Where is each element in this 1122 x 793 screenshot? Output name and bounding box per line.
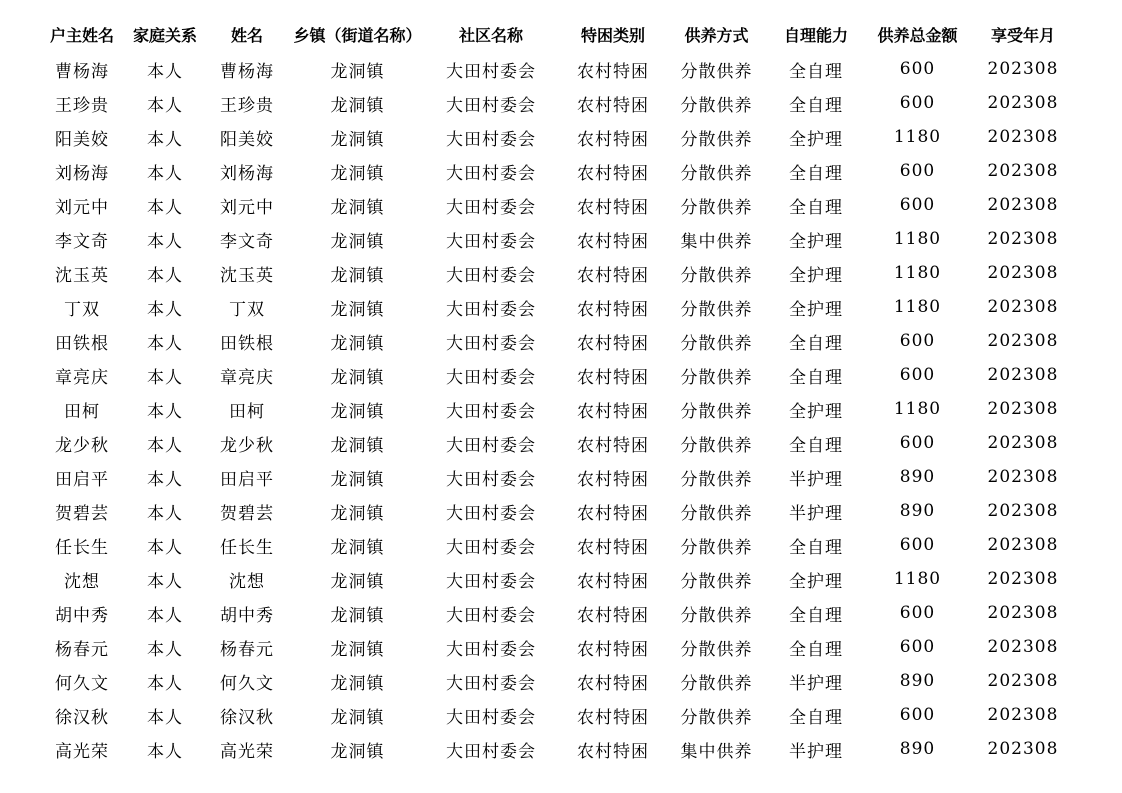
table-cell: 本人 bbox=[147, 367, 183, 388]
table-cell: 分散供养 bbox=[680, 95, 753, 116]
table-cell: 半护理 bbox=[789, 503, 843, 524]
table-cell: 全护理 bbox=[789, 265, 843, 286]
welfare-recipient-table bbox=[36, 16, 1077, 766]
table-cell: 农村特困 bbox=[577, 265, 649, 286]
table-cell: 本人 bbox=[147, 231, 183, 252]
table-cell: 202308 bbox=[987, 535, 1059, 555]
table-cell: 全自理 bbox=[789, 639, 843, 660]
table-cell: 龙洞镇 bbox=[330, 639, 385, 660]
table-row bbox=[36, 86, 1077, 120]
table-cell: 胡中秀 bbox=[55, 605, 109, 626]
table-cell: 农村特困 bbox=[577, 639, 649, 660]
table-cell: 分散供养 bbox=[680, 639, 753, 660]
table-cell: 本人 bbox=[147, 333, 183, 354]
table-cell: 田铁根 bbox=[55, 333, 109, 354]
table-cell: 刘杨海 bbox=[220, 163, 274, 184]
table-cell: 龙洞镇 bbox=[330, 605, 385, 626]
column-header-10: 享受年月 bbox=[990, 27, 1055, 45]
table-cell: 分散供养 bbox=[680, 605, 753, 626]
table-row bbox=[36, 664, 1077, 698]
table-cell: 李文奇 bbox=[55, 231, 109, 252]
table-cell: 全自理 bbox=[789, 61, 843, 82]
table-cell: 农村特困 bbox=[577, 129, 649, 150]
table-cell: 龙洞镇 bbox=[330, 469, 385, 490]
table-cell: 本人 bbox=[147, 401, 183, 422]
table-cell: 全自理 bbox=[789, 707, 843, 728]
table-cell: 大田村委会 bbox=[446, 197, 536, 218]
table-cell: 分散供养 bbox=[680, 163, 753, 184]
table-cell: 600 bbox=[899, 705, 936, 725]
table-row bbox=[36, 494, 1077, 528]
column-header-2: 家庭关系 bbox=[132, 27, 197, 45]
table-cell: 龙洞镇 bbox=[330, 707, 385, 728]
table-cell: 202308 bbox=[987, 399, 1059, 419]
table-cell: 农村特困 bbox=[577, 333, 649, 354]
table-cell: 本人 bbox=[147, 197, 183, 218]
table-cell: 龙洞镇 bbox=[330, 673, 385, 694]
table-cell: 农村特困 bbox=[577, 673, 649, 694]
table-cell: 农村特困 bbox=[577, 707, 649, 728]
table-cell: 全自理 bbox=[789, 367, 843, 388]
table-row bbox=[36, 732, 1077, 766]
table-cell: 202308 bbox=[987, 195, 1059, 215]
table-cell: 大田村委会 bbox=[446, 61, 536, 82]
table-cell: 全自理 bbox=[789, 95, 843, 116]
table-cell: 全护理 bbox=[789, 231, 843, 252]
table-cell: 分散供养 bbox=[680, 197, 753, 218]
table-cell: 大田村委会 bbox=[446, 537, 536, 558]
table-row bbox=[36, 630, 1077, 664]
table-cell: 600 bbox=[899, 433, 936, 453]
table-cell: 1180 bbox=[893, 127, 942, 147]
table-cell: 李文奇 bbox=[220, 231, 274, 252]
table-cell: 贺碧芸 bbox=[220, 503, 274, 524]
table-row bbox=[36, 120, 1077, 154]
table-cell: 本人 bbox=[147, 707, 183, 728]
column-header-3: 姓名 bbox=[230, 27, 263, 45]
table-cell: 龙洞镇 bbox=[330, 95, 385, 116]
table-cell: 刘元中 bbox=[55, 197, 109, 218]
table-cell: 沈想 bbox=[64, 571, 100, 592]
table-row bbox=[36, 562, 1077, 596]
table-cell: 全自理 bbox=[789, 537, 843, 558]
table-cell: 202308 bbox=[987, 603, 1059, 623]
table-cell: 田铁根 bbox=[220, 333, 274, 354]
table-cell: 202308 bbox=[987, 637, 1059, 657]
table-cell: 202308 bbox=[987, 739, 1059, 759]
table-cell: 龙洞镇 bbox=[330, 401, 385, 422]
table-cell: 600 bbox=[899, 365, 936, 385]
table-cell: 大田村委会 bbox=[446, 265, 536, 286]
table-cell: 890 bbox=[899, 671, 936, 691]
table-cell: 田启平 bbox=[220, 469, 274, 490]
column-header-4: 乡镇（街道名称） bbox=[293, 27, 422, 45]
table-cell: 阳美姣 bbox=[55, 129, 109, 150]
table-cell: 王珍贵 bbox=[220, 95, 274, 116]
table-cell: 大田村委会 bbox=[446, 469, 536, 490]
table-cell: 龙少秋 bbox=[220, 435, 274, 456]
table-cell: 202308 bbox=[987, 365, 1059, 385]
table-cell: 全护理 bbox=[789, 129, 843, 150]
table-row bbox=[36, 290, 1077, 324]
table-cell: 半护理 bbox=[789, 673, 843, 694]
table-row bbox=[36, 392, 1077, 426]
table-cell: 龙洞镇 bbox=[330, 163, 385, 184]
table-cell: 全自理 bbox=[789, 333, 843, 354]
table-cell: 大田村委会 bbox=[446, 129, 536, 150]
table-cell: 全自理 bbox=[789, 163, 843, 184]
table-row bbox=[36, 222, 1077, 256]
table-cell: 本人 bbox=[147, 537, 183, 558]
table-cell: 田启平 bbox=[55, 469, 109, 490]
table-cell: 龙洞镇 bbox=[330, 367, 385, 388]
table-row bbox=[36, 460, 1077, 494]
table-cell: 分散供养 bbox=[680, 61, 753, 82]
table-cell: 农村特困 bbox=[577, 435, 649, 456]
table-cell: 600 bbox=[899, 93, 936, 113]
table-cell: 1180 bbox=[893, 229, 942, 249]
table-cell: 202308 bbox=[987, 501, 1059, 521]
table-cell: 本人 bbox=[147, 129, 183, 150]
table-cell: 1180 bbox=[893, 297, 942, 317]
table-cell: 农村特困 bbox=[577, 95, 649, 116]
table-cell: 龙洞镇 bbox=[330, 129, 385, 150]
table-cell: 龙洞镇 bbox=[330, 537, 385, 558]
table-cell: 农村特困 bbox=[577, 61, 649, 82]
table-cell: 大田村委会 bbox=[446, 367, 536, 388]
column-header-1: 户主姓名 bbox=[49, 27, 114, 45]
table-cell: 600 bbox=[899, 195, 936, 215]
table-cell: 沈玉英 bbox=[55, 265, 109, 286]
table-cell: 分散供养 bbox=[680, 469, 753, 490]
table-cell: 大田村委会 bbox=[446, 741, 536, 762]
table-cell: 何久文 bbox=[220, 673, 274, 694]
table-cell: 全自理 bbox=[789, 197, 843, 218]
table-cell: 农村特困 bbox=[577, 231, 649, 252]
table-cell: 龙洞镇 bbox=[330, 197, 385, 218]
table-cell: 600 bbox=[899, 637, 936, 657]
table-cell: 分散供养 bbox=[680, 333, 753, 354]
table-body bbox=[36, 52, 1077, 766]
table-row bbox=[36, 698, 1077, 732]
table-cell: 大田村委会 bbox=[446, 605, 536, 626]
table-cell: 分散供养 bbox=[680, 503, 753, 524]
table-cell: 龙洞镇 bbox=[330, 231, 385, 252]
table-cell: 本人 bbox=[147, 435, 183, 456]
table-cell: 龙洞镇 bbox=[330, 741, 385, 762]
table-cell: 本人 bbox=[147, 503, 183, 524]
table-cell: 半护理 bbox=[789, 741, 843, 762]
table-cell: 本人 bbox=[147, 639, 183, 660]
table-cell: 本人 bbox=[147, 571, 183, 592]
table-cell: 全护理 bbox=[789, 571, 843, 592]
table-cell: 何久文 bbox=[55, 673, 109, 694]
table-cell: 分散供养 bbox=[680, 401, 753, 422]
table-cell: 202308 bbox=[987, 569, 1059, 589]
table-cell: 丁双 bbox=[229, 299, 265, 320]
table-cell: 202308 bbox=[987, 467, 1059, 487]
table-cell: 600 bbox=[899, 59, 936, 79]
table-cell: 202308 bbox=[987, 297, 1059, 317]
table-cell: 龙洞镇 bbox=[330, 299, 385, 320]
table-cell: 龙洞镇 bbox=[330, 333, 385, 354]
table-row bbox=[36, 154, 1077, 188]
table-cell: 本人 bbox=[147, 61, 183, 82]
table-cell: 农村特困 bbox=[577, 197, 649, 218]
table-row bbox=[36, 188, 1077, 222]
column-header-6: 特困类别 bbox=[580, 27, 645, 45]
table-cell: 曹杨海 bbox=[220, 61, 274, 82]
table-cell: 龙洞镇 bbox=[330, 571, 385, 592]
table-cell: 202308 bbox=[987, 161, 1059, 181]
column-header-5: 社区名称 bbox=[458, 27, 523, 45]
table-cell: 分散供养 bbox=[680, 537, 753, 558]
table-cell: 农村特困 bbox=[577, 367, 649, 388]
table-cell: 600 bbox=[899, 331, 936, 351]
table-cell: 王珍贵 bbox=[55, 95, 109, 116]
table-cell: 贺碧芸 bbox=[55, 503, 109, 524]
table-cell: 分散供养 bbox=[680, 435, 753, 456]
table-cell: 890 bbox=[899, 739, 936, 759]
table-cell: 全护理 bbox=[789, 299, 843, 320]
table-cell: 徐汉秋 bbox=[220, 707, 274, 728]
table-cell: 1180 bbox=[893, 399, 942, 419]
table-cell: 202308 bbox=[987, 331, 1059, 351]
table-cell: 890 bbox=[899, 467, 936, 487]
table-cell: 大田村委会 bbox=[446, 95, 536, 116]
table-cell: 890 bbox=[899, 501, 936, 521]
table-cell: 任长生 bbox=[220, 537, 274, 558]
table-row bbox=[36, 596, 1077, 630]
table-cell: 高光荣 bbox=[220, 741, 274, 762]
table-cell: 半护理 bbox=[789, 469, 843, 490]
table-cell: 分散供养 bbox=[680, 571, 753, 592]
column-header-9: 供养总金额 bbox=[877, 27, 958, 45]
table-row bbox=[36, 52, 1077, 86]
table-cell: 大田村委会 bbox=[446, 401, 536, 422]
table-cell: 任长生 bbox=[55, 537, 109, 558]
table-cell: 大田村委会 bbox=[446, 707, 536, 728]
table-cell: 本人 bbox=[147, 265, 183, 286]
table-cell: 全自理 bbox=[789, 435, 843, 456]
table-header-row bbox=[36, 16, 1077, 52]
table-cell: 沈玉英 bbox=[220, 265, 274, 286]
table-cell: 全自理 bbox=[789, 605, 843, 626]
table-cell: 龙洞镇 bbox=[330, 61, 385, 82]
table-cell: 农村特困 bbox=[577, 537, 649, 558]
table-cell: 农村特困 bbox=[577, 503, 649, 524]
table-cell: 本人 bbox=[147, 95, 183, 116]
table-cell: 1180 bbox=[893, 263, 942, 283]
table-cell: 大田村委会 bbox=[446, 639, 536, 660]
table-cell: 分散供养 bbox=[680, 367, 753, 388]
table-cell: 600 bbox=[899, 603, 936, 623]
table-cell: 集中供养 bbox=[680, 231, 753, 252]
table-cell: 沈想 bbox=[229, 571, 265, 592]
table-row bbox=[36, 426, 1077, 460]
table-cell: 刘杨海 bbox=[55, 163, 109, 184]
table-cell: 600 bbox=[899, 161, 936, 181]
table-cell: 分散供养 bbox=[680, 707, 753, 728]
table-cell: 大田村委会 bbox=[446, 673, 536, 694]
table-cell: 农村特困 bbox=[577, 299, 649, 320]
table-cell: 龙洞镇 bbox=[330, 265, 385, 286]
table-cell: 阳美姣 bbox=[220, 129, 274, 150]
table-cell: 202308 bbox=[987, 229, 1059, 249]
table-cell: 田柯 bbox=[229, 401, 265, 422]
table-row bbox=[36, 256, 1077, 290]
table-cell: 本人 bbox=[147, 163, 183, 184]
table-cell: 龙洞镇 bbox=[330, 435, 385, 456]
table-cell: 本人 bbox=[147, 299, 183, 320]
table-cell: 202308 bbox=[987, 127, 1059, 147]
table-cell: 本人 bbox=[147, 741, 183, 762]
table-cell: 大田村委会 bbox=[446, 333, 536, 354]
table-cell: 202308 bbox=[987, 433, 1059, 453]
table-cell: 农村特困 bbox=[577, 605, 649, 626]
table-cell: 大田村委会 bbox=[446, 435, 536, 456]
table-cell: 202308 bbox=[987, 671, 1059, 691]
table-cell: 龙少秋 bbox=[55, 435, 109, 456]
table-cell: 龙洞镇 bbox=[330, 503, 385, 524]
table-row bbox=[36, 324, 1077, 358]
table-cell: 高光荣 bbox=[55, 741, 109, 762]
table-row bbox=[36, 528, 1077, 562]
table-cell: 大田村委会 bbox=[446, 163, 536, 184]
table-cell: 大田村委会 bbox=[446, 571, 536, 592]
table-cell: 杨春元 bbox=[55, 639, 109, 660]
table-cell: 202308 bbox=[987, 705, 1059, 725]
table-cell: 农村特困 bbox=[577, 741, 649, 762]
table-cell: 本人 bbox=[147, 605, 183, 626]
table-cell: 大田村委会 bbox=[446, 503, 536, 524]
table-cell: 胡中秀 bbox=[220, 605, 274, 626]
table-cell: 全护理 bbox=[789, 401, 843, 422]
table-cell: 大田村委会 bbox=[446, 231, 536, 252]
table-cell: 丁双 bbox=[64, 299, 100, 320]
table-cell: 章亮庆 bbox=[55, 367, 109, 388]
table-cell: 杨春元 bbox=[220, 639, 274, 660]
table-cell: 202308 bbox=[987, 59, 1059, 79]
table-cell: 本人 bbox=[147, 469, 183, 490]
table-cell: 大田村委会 bbox=[446, 299, 536, 320]
table-cell: 田柯 bbox=[64, 401, 100, 422]
table-cell: 1180 bbox=[893, 569, 942, 589]
table-cell: 分散供养 bbox=[680, 129, 753, 150]
table-cell: 集中供养 bbox=[680, 741, 753, 762]
table-cell: 徐汉秋 bbox=[55, 707, 109, 728]
table-cell: 农村特困 bbox=[577, 469, 649, 490]
table-row bbox=[36, 358, 1077, 392]
table-cell: 农村特困 bbox=[577, 163, 649, 184]
table-cell: 农村特困 bbox=[577, 401, 649, 422]
table-cell: 分散供养 bbox=[680, 299, 753, 320]
table-cell: 刘元中 bbox=[220, 197, 274, 218]
table-cell: 分散供养 bbox=[680, 265, 753, 286]
table-cell: 分散供养 bbox=[680, 673, 753, 694]
table-cell: 600 bbox=[899, 535, 936, 555]
table-cell: 曹杨海 bbox=[55, 61, 109, 82]
table-cell: 本人 bbox=[147, 673, 183, 694]
column-header-7: 供养方式 bbox=[684, 27, 749, 45]
table-cell: 202308 bbox=[987, 93, 1059, 113]
table-cell: 202308 bbox=[987, 263, 1059, 283]
table-cell: 章亮庆 bbox=[220, 367, 274, 388]
column-header-8: 自理能力 bbox=[783, 27, 848, 45]
table-cell: 农村特困 bbox=[577, 571, 649, 592]
